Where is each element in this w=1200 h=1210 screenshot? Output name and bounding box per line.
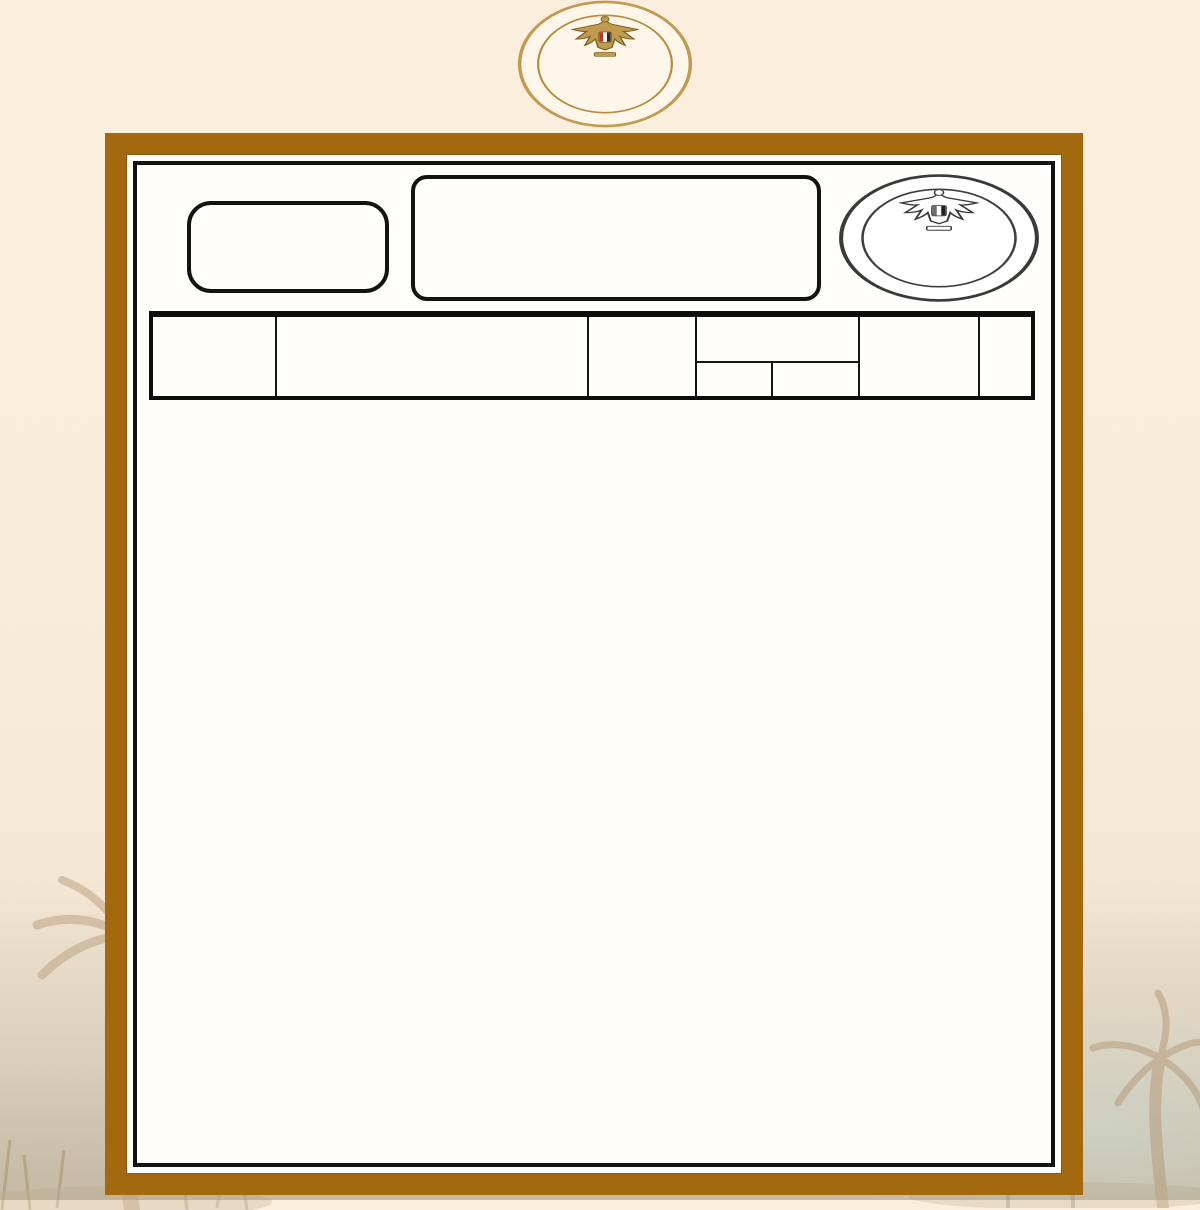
table-header: [151, 314, 1033, 398]
header-day-date: [859, 314, 979, 398]
header-duration: [588, 314, 696, 398]
ministry-seal-bw: [837, 173, 1041, 303]
header-subject: [276, 314, 588, 398]
header-branch: [151, 314, 276, 398]
header-time-to: [696, 362, 772, 398]
header-answer-time: [696, 314, 859, 362]
ministry-seal-color: [517, 0, 693, 128]
header-time-from: [772, 362, 859, 398]
document-inner-frame: [133, 161, 1055, 1167]
exam-title-box: [411, 175, 821, 301]
exam-schedule-document: [105, 133, 1083, 1195]
exam-schedule-table: [149, 311, 1035, 400]
document-header: [153, 175, 1035, 305]
header-row-number: [979, 314, 1033, 398]
session-round-box: [187, 201, 389, 293]
